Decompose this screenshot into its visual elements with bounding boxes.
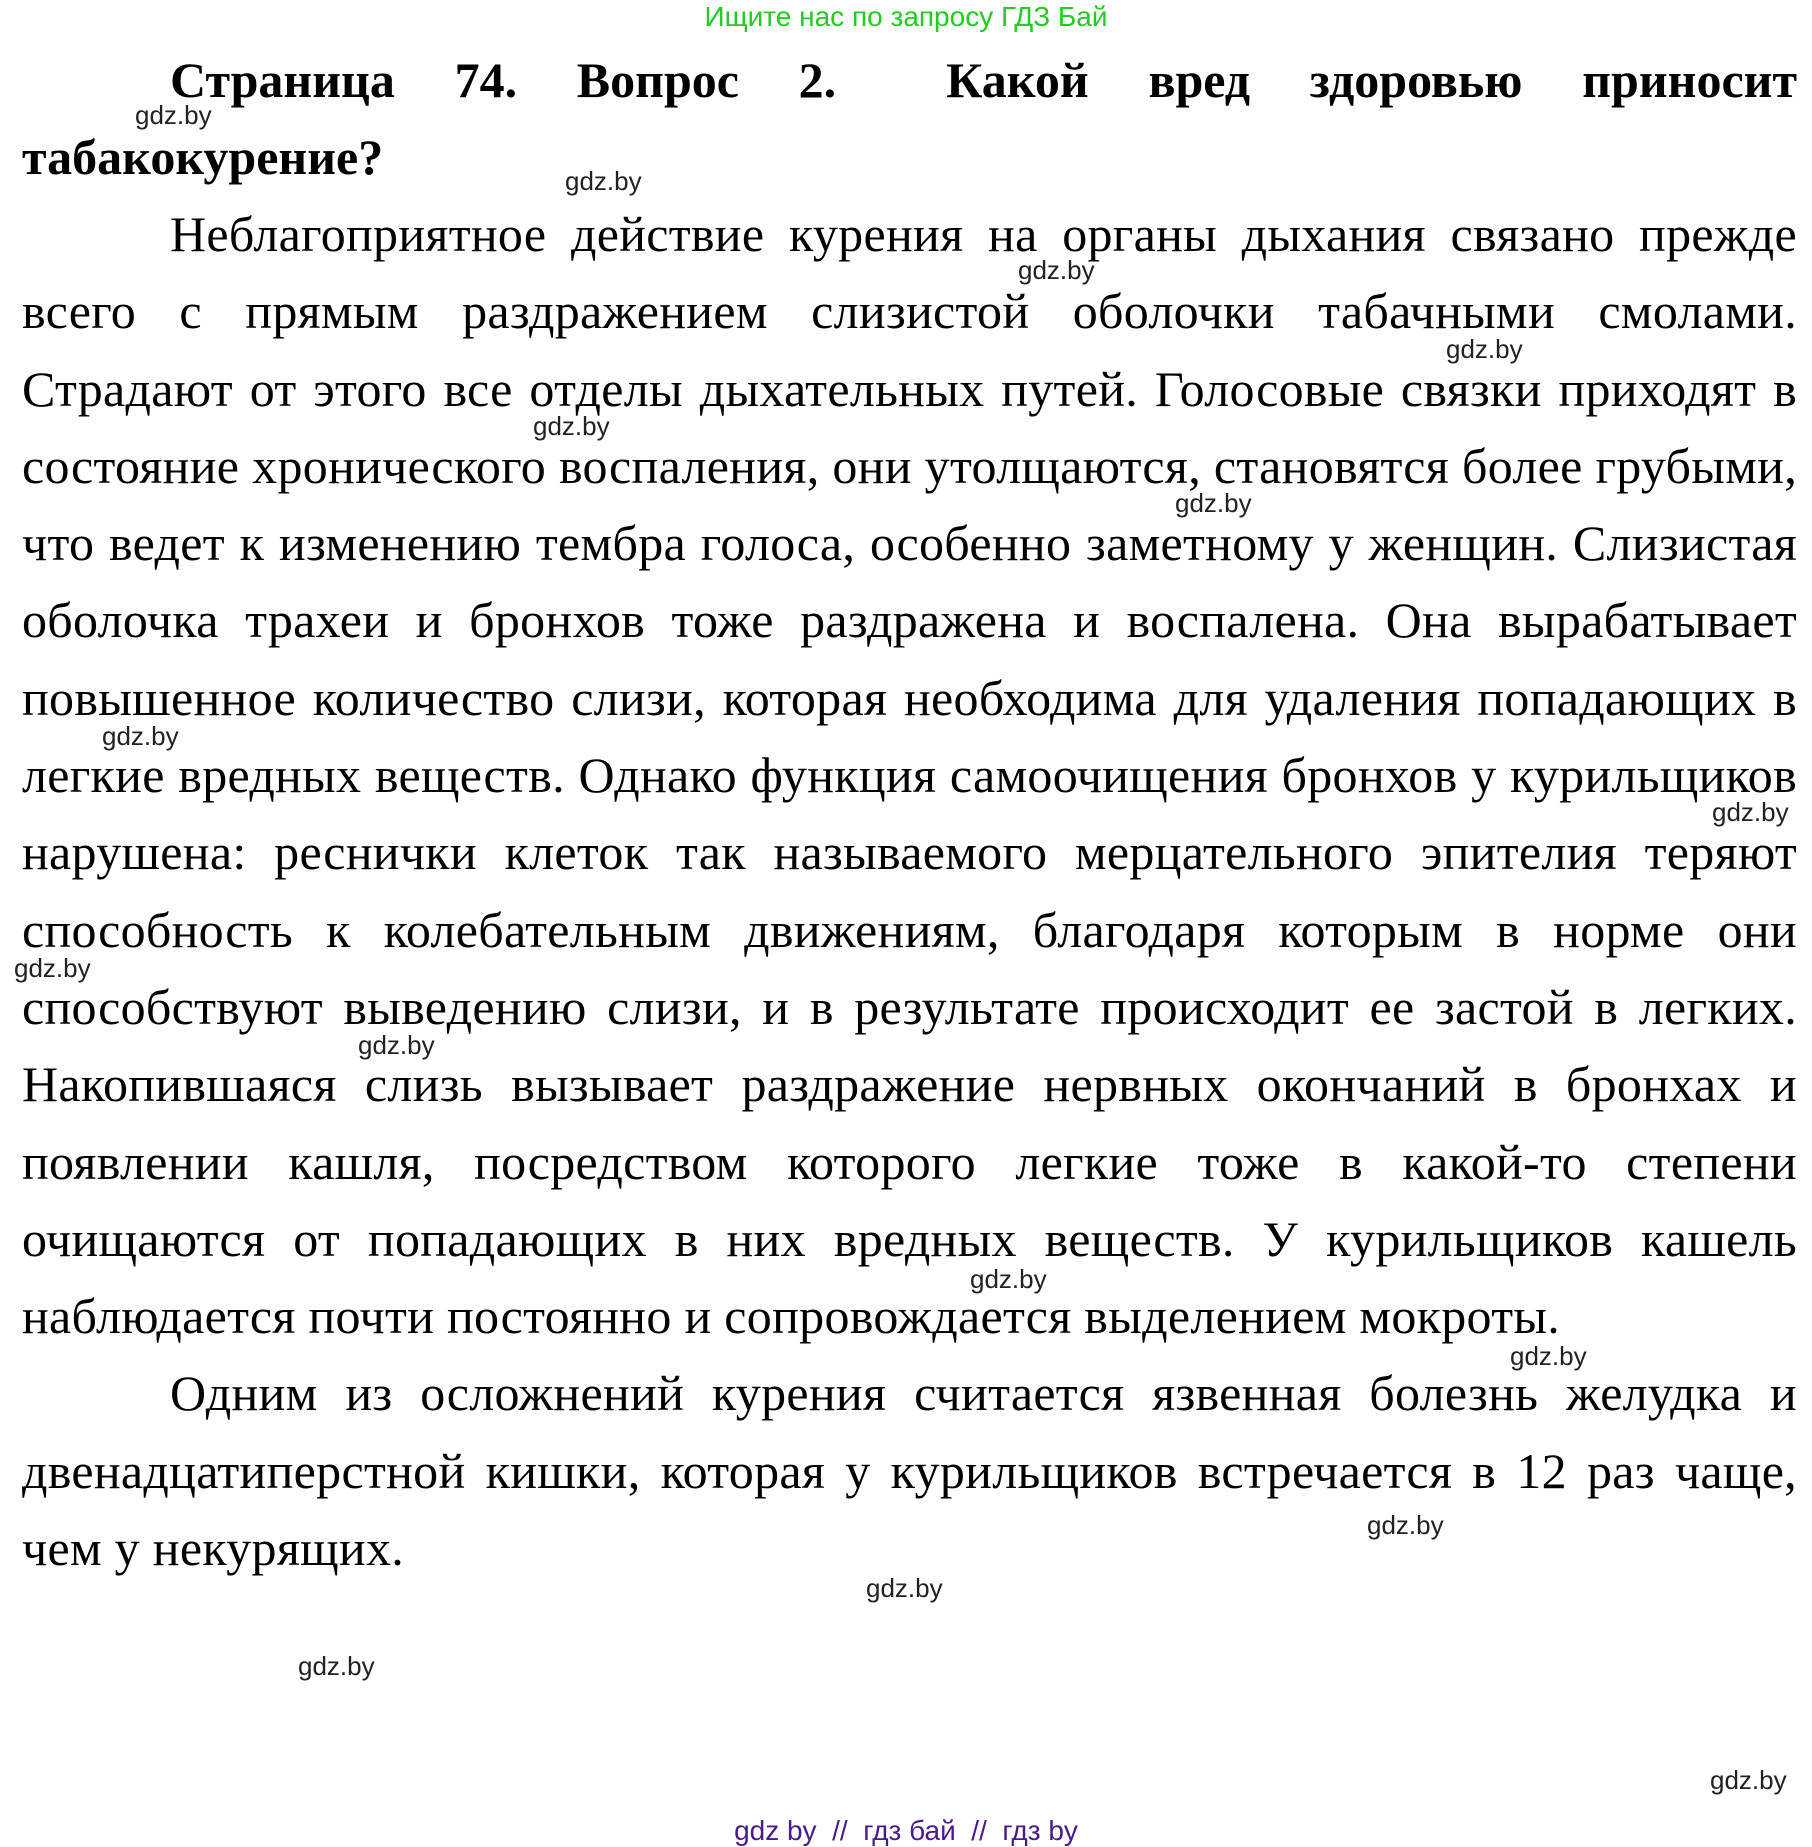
watermark: gdz.by <box>102 721 179 751</box>
watermark: gdz.by <box>533 411 610 441</box>
watermark: gdz.by <box>1446 334 1523 364</box>
watermark: gdz.by <box>1018 255 1095 285</box>
watermark: gdz.by <box>970 1264 1047 1294</box>
watermark: gdz.by <box>135 100 212 130</box>
watermark: gdz.by <box>14 953 91 983</box>
watermark: gdz.by <box>565 166 642 196</box>
footer-text: gdz by // гдз бай // гдз by <box>734 1815 1078 1846</box>
watermark: gdz.by <box>1175 488 1252 518</box>
watermark: gdz.by <box>1367 1510 1444 1540</box>
watermark: gdz.by <box>866 1573 943 1603</box>
watermark: gdz.by <box>1710 1765 1787 1795</box>
question-text: Какой вред здоровью приносит табакокурение? <box>22 52 1797 185</box>
watermark: gdz.by <box>298 1651 375 1681</box>
footer-links <box>0 1815 1812 1847</box>
watermark: gdz.by <box>358 1030 435 1060</box>
question-number: Страница 74. Вопрос 2. <box>170 52 837 108</box>
answer-paragraph-2: Одним из осложнений курения считается язвенная болезнь желудка и двенадцатиперстной кишки, которая у курильщиков встречается в 12 раз чаще, чем у некурящих. <box>22 1365 1797 1577</box>
question-heading <box>22 42 1797 196</box>
watermark: gdz.by <box>1510 1341 1587 1371</box>
watermark: gdz.by <box>1712 797 1789 827</box>
answer-paragraph-1: Неблагоприятное действие курения на органы дыхания связано прежде всего с прямым раздражением слизистой оболочки табачными смолами. Страдают от этого все отделы дыхательных путей. Голосовые связки приходят в состояние хронического воспаления, они утолщаются, становятся более грубыми, что ведет к изменению тембра голоса, особенно заметному у женщин. Слизистая оболочка трахеи и бронхов тоже раздражена и воспалена. Она вырабатывает повышенное количество слизи, которая необходима для удаления попадающих в легкие вредных веществ. Однако функция самоочищения бронхов у курильщиков нарушена: реснички клеток так называемого мерцательного эпителия теряют способность к колебательным движениям, благодаря которым в норме они способствуют выведению слизи, и в результате происходит ее застой в легких. Накопившаяся слизь вызывает раздражение нервных окончаний в бронхах и появлении кашля, посредством которого легкие тоже в какой-то степени очищаются от попадающих в них вредных веществ. У курильщиков кашель наблюдается почти постоянно и сопровождается выделением мокроты. <box>22 206 1797 1345</box>
search-banner: Ищите нас по запросу ГДЗ Бай <box>704 1 1108 32</box>
